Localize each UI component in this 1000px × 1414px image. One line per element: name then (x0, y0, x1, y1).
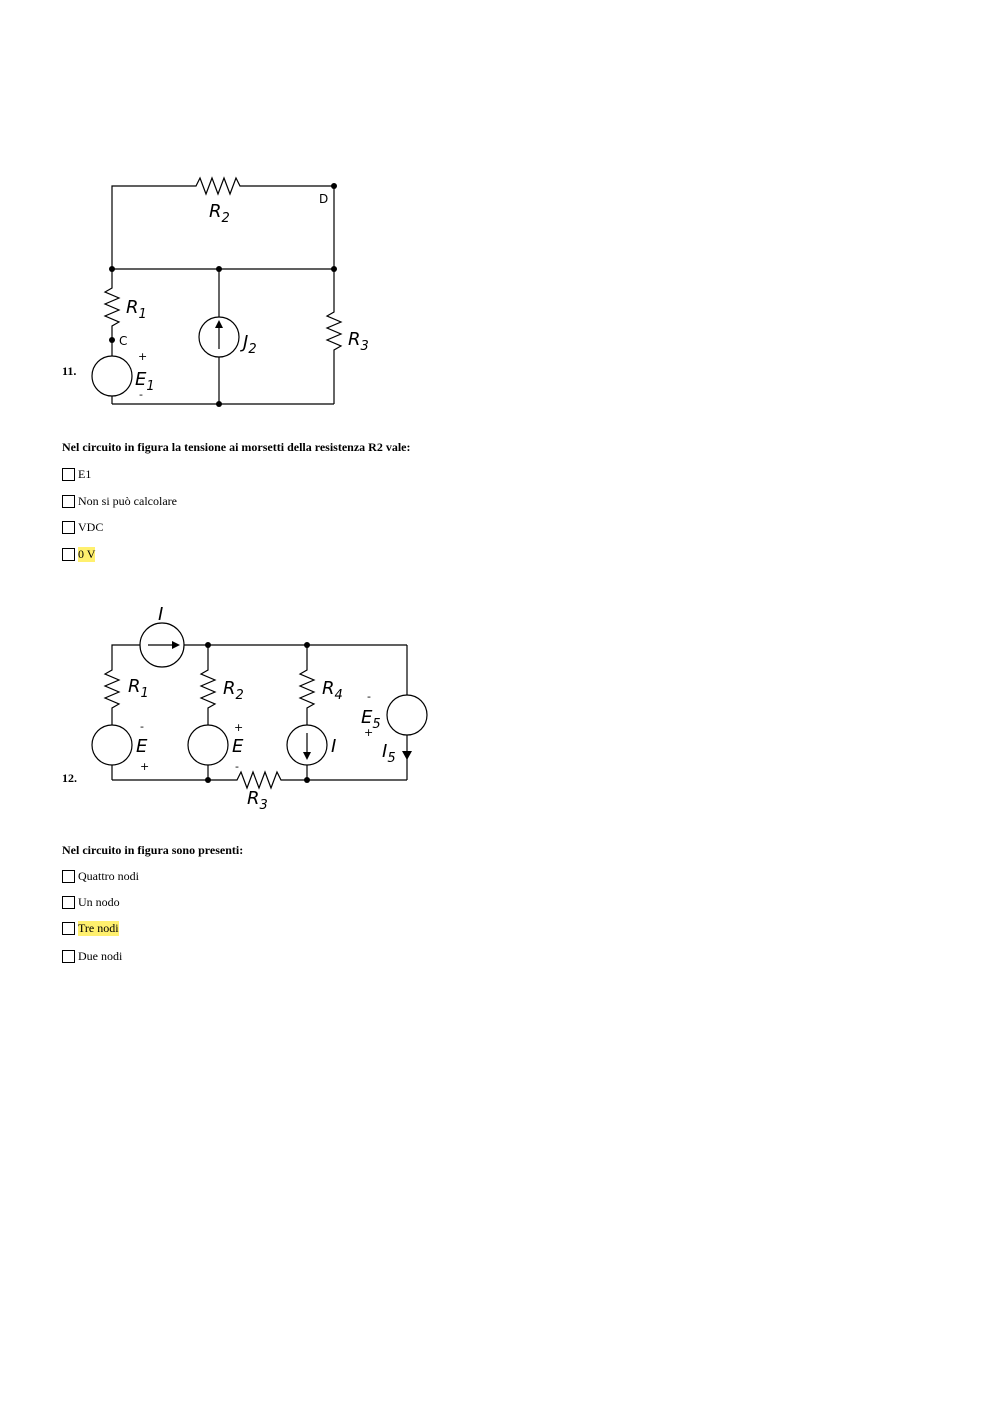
label-e5-minus: - (367, 690, 371, 703)
svg-text:E1: $E_1$ (135, 369, 155, 394)
checkbox[interactable] (62, 548, 75, 561)
checkbox[interactable] (62, 950, 75, 963)
svg-text:R3: $R_3$ (247, 788, 268, 813)
circuit-figure-12 (80, 600, 440, 820)
checkbox[interactable] (62, 922, 75, 935)
label-r3: R (247, 788, 260, 809)
label-r4: R (322, 678, 335, 699)
label-node-d: D (319, 192, 329, 206)
svg-text:R3: $R_3$ (348, 329, 369, 354)
label-j2: J (243, 332, 249, 353)
svg-text:R1: $R_1$ (126, 297, 147, 322)
options-list-12 (62, 868, 139, 964)
question-number-12: 12. (62, 771, 77, 785)
checkbox[interactable] (62, 870, 75, 883)
label-i5: I (382, 741, 388, 762)
label-e5: E (361, 707, 373, 728)
circuit-figure-11 (80, 170, 400, 420)
label-e-left: E (136, 736, 148, 757)
option-label: VDC (78, 519, 104, 534)
option-label-highlighted: 0 V (78, 546, 96, 561)
option-11-c[interactable] (62, 519, 177, 535)
option-label: E1 (78, 466, 92, 481)
label-e1-plus: + (138, 350, 148, 363)
question-prompt-12: Nel circuito in figura sono presenti: (62, 843, 244, 857)
option-11-d[interactable] (62, 546, 177, 562)
checkbox[interactable] (62, 468, 75, 481)
option-12-d[interactable] (62, 948, 139, 964)
option-label-highlighted: Tre nodi (78, 920, 119, 935)
svg-text:I5: $I_5$ (382, 741, 396, 766)
svg-text:E5: $E_5$ (361, 707, 381, 732)
label-e1-minus: - (139, 388, 143, 401)
option-11-b[interactable] (62, 493, 177, 509)
label-e5-plus: + (364, 726, 374, 739)
checkbox[interactable] (62, 521, 75, 534)
label-r2: R (223, 678, 236, 699)
label-e-mid: E (232, 736, 244, 757)
option-label: Un nodo (78, 894, 120, 909)
label-i-mid: I (331, 736, 337, 757)
label-r1: R (128, 676, 141, 697)
option-11-a[interactable] (62, 466, 177, 482)
svg-text:R2: $R_2$ (209, 201, 230, 226)
label-r2: R (209, 201, 222, 222)
label-e-mid-minus: - (235, 760, 239, 773)
label-i-top: I (158, 604, 164, 625)
option-label: Quattro nodi (78, 868, 139, 883)
option-12-c[interactable] (62, 920, 139, 936)
label-e1: E (135, 369, 147, 390)
svg-text:R1: $R_1$ (128, 676, 149, 701)
label-r1: R (126, 297, 139, 318)
label-e-left-minus: - (140, 720, 144, 733)
option-12-a[interactable] (62, 868, 139, 884)
label-node-c: C (119, 334, 128, 348)
checkbox[interactable] (62, 495, 75, 508)
label-r3: R (348, 329, 361, 350)
question-number-11: 11. (62, 364, 77, 378)
question-prompt-11: Nel circuito in figura la tensione ai morsetti della resistenza R2 vale: (62, 440, 411, 454)
label-e-mid-plus: + (234, 721, 244, 734)
label-e-left-plus: + (140, 760, 150, 773)
svg-text:R2: $R_2$ (223, 678, 244, 703)
svg-text:J2: $J_2$ (240, 332, 257, 357)
option-label: Non si può calcolare (78, 493, 177, 508)
options-list-11 (62, 466, 177, 562)
checkbox[interactable] (62, 896, 75, 909)
option-12-b[interactable] (62, 894, 139, 910)
option-label: Due nodi (78, 948, 123, 963)
svg-text:R4: $R_4$ (322, 678, 343, 703)
